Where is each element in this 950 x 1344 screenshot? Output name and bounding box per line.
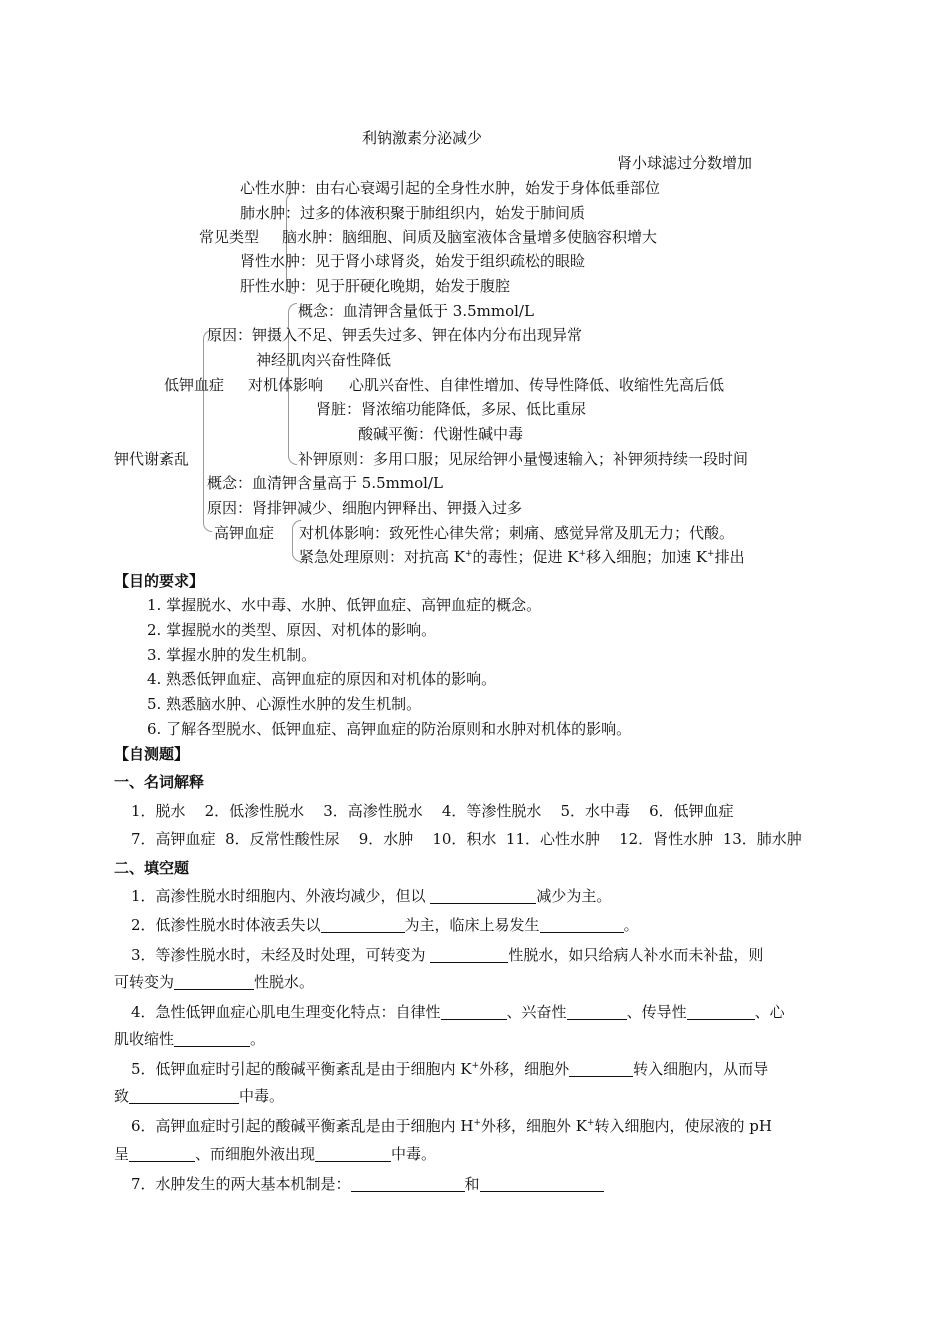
terms-heading: 一、名词解释 — [114, 773, 205, 791]
pulmonary-edema-text: 肺水肿：过多的体液积聚于肺组织内，始发于肺间质 — [240, 204, 586, 222]
answer-blank[interactable] — [430, 887, 536, 904]
question-2: 2．低渗性脱水时体液丢失以 为主，临床上易发生 。 — [131, 916, 639, 934]
answer-blank[interactable] — [174, 1030, 250, 1047]
answer-blank[interactable] — [129, 1087, 239, 1104]
objective-item: 1. 掌握脱水、水中毒、水肿、低钾血症、高钾血症的概念。 — [147, 596, 542, 614]
hyper-emergency-text: 紧急处理原则：对抗高 K+的毒性；促进 K+移入细胞；加速 K+排出 — [299, 548, 745, 566]
question-5-line-1: 5．低钾血症时引起的酸碱平衡紊乱是由于细胞内 K+外移，细胞外 转入细胞内，从而导 — [131, 1060, 769, 1078]
question-3-line-2: 可转变为 性脱水。 — [114, 973, 315, 991]
objective-item: 2. 掌握脱水的类型、原因、对机体的影响。 — [147, 621, 437, 639]
objective-item: 6. 了解各型脱水、低钾血症、高钾血症的防治原则和水肿对机体的影响。 — [147, 720, 632, 738]
hypo-supplement-text: 补钾原则：多用口服；见尿给钾小量慢速输入；补钾须持续一段时间 — [298, 450, 749, 468]
answer-blank[interactable] — [540, 916, 624, 933]
answer-blank[interactable] — [351, 1175, 465, 1192]
answer-blank[interactable] — [687, 1003, 755, 1020]
hyper-cause-text: 原因：肾排钾减少、细胞内钾释出、钾摄入过多 — [207, 499, 523, 517]
answer-blank[interactable] — [174, 973, 254, 990]
terms-line-1: 1．脱水 2．低渗性脱水 3．高渗性脱水 4．等渗性脱水 5．水中毒 6．低钾血症 — [131, 802, 734, 820]
k-disorder-label: 钾代谢紊乱 — [114, 450, 190, 468]
brain-edema-text: 脑水肿：脑细胞、间质及脑室液体含量增多使脑容积增大 — [282, 228, 658, 246]
fill-heading: 二、填空题 — [114, 859, 190, 877]
na-hormone-text: 利钠激素分泌减少 — [362, 129, 483, 147]
answer-blank[interactable] — [567, 1003, 627, 1020]
objective-item: 4. 熟悉低钾血症、高钾血症的原因和对机体的影响。 — [147, 670, 497, 688]
question-4-line-2: 肌收缩性 。 — [114, 1030, 266, 1048]
hypo-heart-text: 心肌兴奋性、自律性增加、传导性降低、收缩性先高后低 — [349, 376, 725, 394]
objective-item: 3. 掌握水肿的发生机制。 — [147, 646, 317, 664]
question-7: 7．水肿发生的两大基本机制是： 和 — [131, 1172, 604, 1196]
hypo-concept-text: 概念：血清钾含量低于 3.5mmol/L — [298, 302, 534, 320]
gfr-text: 肾小球滤过分数增加 — [617, 154, 753, 172]
hypo-acid-text: 酸碱平衡：代谢性碱中毒 — [358, 425, 524, 443]
hypokalemia-label: 低钾血症 — [164, 376, 225, 394]
hypo-cause-text: 原因：钾摄入不足、钾丢失过多、钾在体内分布出现异常 — [207, 326, 583, 344]
hepatic-edema-text: 肝性水肿：见于肝硬化晚期，始发于腹腔 — [240, 277, 511, 295]
hyper-effect-text: 对机体影响：致死性心律失常；刺痛、感觉异常及肌无力；代酸。 — [299, 524, 735, 542]
answer-blank[interactable] — [321, 916, 405, 933]
question-6-line-2: 呈 、而细胞外液出现 中毒。 — [114, 1145, 437, 1163]
hyperkalemia-label: 高钾血症 — [214, 524, 275, 542]
terms-line-2: 7．高钾血症 8．反常性酸性尿 9．水肿 10．积水 11．心性水肿 12．肾性水肿 13．肺水肿 — [131, 830, 802, 848]
objectives-heading: 【目的要求】 — [114, 572, 205, 590]
answer-blank[interactable] — [569, 1060, 633, 1077]
edema-types-label: 常见类型 — [199, 228, 260, 246]
hypo-effect-label: 对机体影响 — [248, 376, 324, 394]
answer-blank[interactable] — [430, 946, 508, 963]
question-1: 1．高渗性脱水时细胞内、外液均减少，但以 减少为主。 — [131, 887, 612, 905]
answer-blank[interactable] — [129, 1145, 195, 1162]
answer-blank[interactable] — [480, 1175, 604, 1192]
question-4-line-1: 4．急性低钾血症心肌电生理变化特点：自律性 、兴奋性 、传导性 、心 — [131, 1003, 785, 1021]
renal-edema-text: 肾性水肿：见于肾小球肾炎，始发于组织疏松的眼睑 — [240, 252, 586, 270]
selftest-heading: 【自测题】 — [114, 745, 190, 763]
question-3-line-1: 3．等渗性脱水时，未经及时处理，可转变为 性脱水，如只给病人补水而未补盐，则 — [131, 946, 764, 964]
answer-blank[interactable] — [315, 1145, 391, 1162]
objective-item: 5. 熟悉脑水肿、心源性水肿的发生机制。 — [147, 695, 422, 713]
hypo-kidney-text: 肾脏：肾浓缩功能降低，多尿、低比重尿 — [316, 400, 587, 418]
hyper-concept-text: 概念：血清钾含量高于 5.5mmol/L — [207, 474, 443, 492]
answer-blank[interactable] — [441, 1003, 507, 1020]
cardiac-edema-text: 心性水肿：由右心衰竭引起的全身性水肿，始发于身体低垂部位 — [240, 179, 661, 197]
question-6-line-1: 6．高钾血症时引起的酸碱平衡紊乱是由于细胞内 H+外移，细胞外 K+转入细胞内，使尿液的 pH — [131, 1117, 772, 1135]
hypo-neuro-text: 神经肌肉兴奋性降低 — [256, 351, 392, 369]
question-5-line-2: 致 中毒。 — [114, 1087, 285, 1105]
